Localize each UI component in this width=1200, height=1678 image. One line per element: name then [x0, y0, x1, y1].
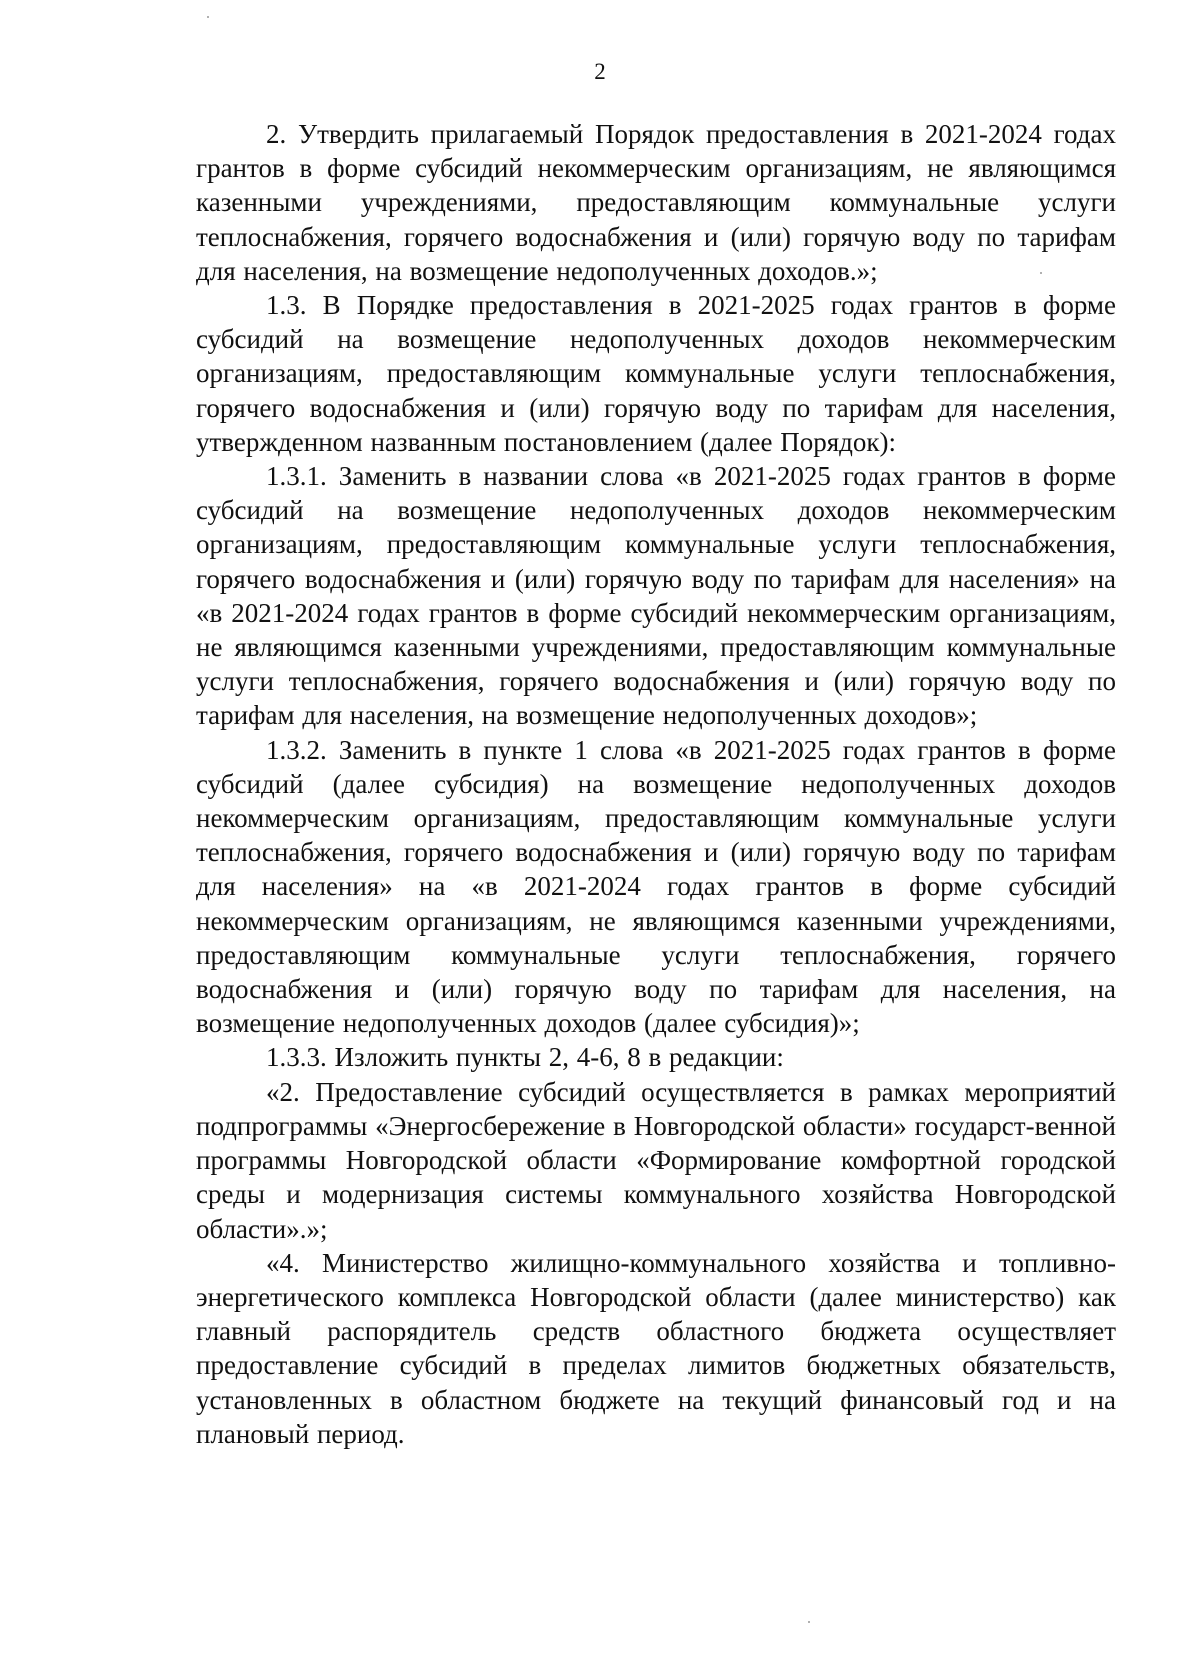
paragraph-clause-1-3: 1.3. В Порядке предоставления в 2021-2025 годах грантов в форме субсидий на возмещение недополученных доходов некоммерческим организациям, предоставляющим коммунальные услуги теплоснабжения, горячего водоснабжения и (или) горячую воду по тарифам для населения, утвержденном названным постановлением (далее Порядок): — [196, 290, 1116, 457]
paragraph-clause-1-3-1: 1.3.1. Заменить в названии слова «в 2021-2025 годах грантов в форме субсидий на возмещение недополученных доходов некоммерческим организациям, предоставляющим коммунальные услуги теплоснабжения, горячего водоснабжения и (или) горячую воду по тарифам для населения» на «в 2021-2024 годах грантов в форме субсидий некоммерческим организациям, не являющимся казенными учреждениями, предоставляющим коммунальные услуги теплоснабжения, горячего водоснабжения и (или) горячую воду по тарифам для населения, на возмещение недополученных доходов»; — [196, 461, 1116, 731]
scan-speck — [808, 1621, 810, 1623]
paragraph-clause-1-3-3: 1.3.3. Изложить пункты 2, 4-6, 8 в редакции: — [266, 1042, 784, 1073]
paragraph-quoted-item-2: «2. Предоставление субсидий осуществляется в рамках мероприятий подпрограммы «Энергосбережение в Новгородской области» государст-венной программы Новгородской области «Формирование комфортной городской среды и модернизация системы коммунального хозяйства Новгородской области».»; — [196, 1076, 1116, 1244]
paragraph-clause-1-3-2: 1.3.2. Заменить в пункте 1 слова «в 2021-2025 годах грантов в форме субсидий (далее субсидия) на возмещение недополученных доходов некоммерческим организациям, предоставляющим коммунальные услуги теплоснабжения, горячего водоснабжения и (или) горячую воду по тарифам для населения» на «в 2021-2024 годах грантов в форме субсидий некоммерческим организациям, не являющимся казенными учреждениями, предоставляющим коммунальные услуги теплоснабжения, горячего водоснабжения и (или) горячую воду по тарифам для населения, на возмещение недополученных доходов (далее субсидия)»; — [196, 734, 1116, 1039]
scan-speck — [1040, 272, 1042, 274]
paragraph-quoted-item-4: «4. Министерство жилищно-коммунального хозяйства и топливно-энергетического комплекса Новгородской области (далее министерство) как главный распорядитель средств областного бюджета осуществляет предоставление субсидий в пределах лимитов бюджетных обязательств, установленных в областном бюджете на текущий финансовый год и на плановый период. — [196, 1247, 1116, 1449]
document-body — [196, 117, 1116, 1451]
page-number: 2 — [594, 59, 606, 84]
scan-speck — [207, 16, 209, 18]
paragraph-item-2-approval: 2. Утвердить прилагаемый Порядок предоставления в 2021-2024 годах грантов в форме субсидий некоммерческим организациям, не являющимся казенными учреждениями, предоставляющим коммунальные услуги теплоснабжения, горячего водоснабжения и (или) горячую воду по тарифам для населения, на возмещение недополученных доходов.»; — [196, 119, 1116, 286]
